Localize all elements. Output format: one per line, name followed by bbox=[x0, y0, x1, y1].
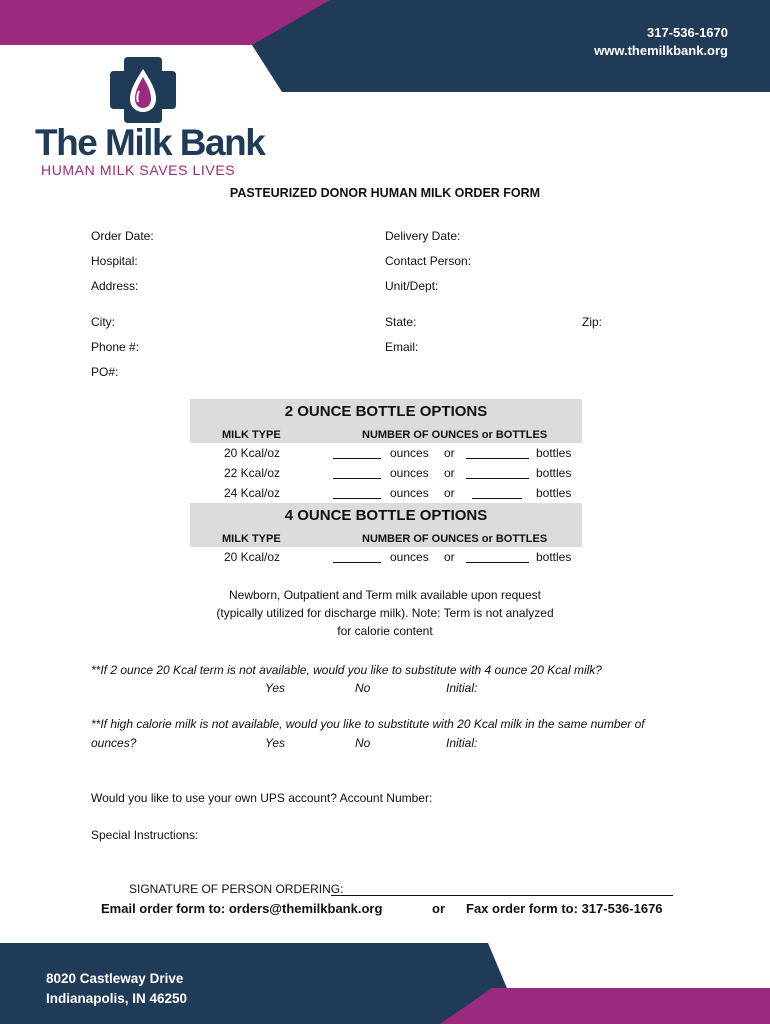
header-phone: 317-536-1670 bbox=[647, 25, 728, 40]
phone-label: Phone #: bbox=[91, 340, 140, 354]
footer-street: 8020 Castleway Drive bbox=[46, 971, 184, 986]
ounces-blank[interactable] bbox=[333, 486, 381, 499]
milk-type-cell: 22 Kcal/oz bbox=[224, 466, 281, 480]
q1-initial-label: Initial: bbox=[446, 681, 478, 695]
ounces-unit: ounces bbox=[390, 550, 429, 564]
table-row bbox=[190, 443, 582, 463]
four-ounce-title: 4 OUNCE BOTTLE OPTIONS bbox=[190, 503, 582, 527]
milk-type-cell: 24 Kcal/oz bbox=[224, 486, 281, 500]
or-text: or bbox=[444, 446, 455, 460]
substitute-question-2-cont: ounces? bbox=[91, 736, 137, 750]
email-label: Email: bbox=[385, 340, 419, 354]
logo-tagline: HUMAN MILK SAVES LIVES bbox=[41, 162, 236, 178]
four-ounce-options bbox=[190, 503, 582, 567]
footer-address bbox=[46, 969, 187, 1009]
ounces-blank[interactable] bbox=[333, 446, 381, 459]
note-line: Newborn, Outpatient and Term milk available upon request bbox=[229, 588, 541, 602]
or-text: or bbox=[444, 466, 455, 480]
q2-initial-label: Initial: bbox=[446, 736, 478, 750]
bottles-unit: bottles bbox=[536, 466, 572, 480]
two-ounce-options bbox=[190, 399, 582, 503]
header-website[interactable]: www.themilkbank.org bbox=[594, 43, 728, 58]
ounces-blank[interactable] bbox=[333, 466, 381, 479]
milk-type-cell: 20 Kcal/oz bbox=[224, 550, 281, 564]
logo-title: The Milk Bank bbox=[35, 122, 265, 163]
hospital-label: Hospital: bbox=[91, 254, 138, 268]
bottles-blank[interactable] bbox=[466, 446, 529, 459]
q2-no-option[interactable]: No bbox=[355, 736, 371, 750]
two-ounce-header bbox=[190, 423, 582, 443]
substitute-question-1: **If 2 ounce 20 Kcal term is not available, would you like to substitute with 4 ounce 20 Kcal milk? bbox=[91, 663, 602, 677]
or-text: or bbox=[444, 550, 455, 564]
number-header: NUMBER OF OUNCES or BOTTLES bbox=[362, 429, 548, 441]
ounces-unit: ounces bbox=[390, 466, 429, 480]
bottles-unit: bottles bbox=[536, 486, 572, 500]
ounces-unit: ounces bbox=[390, 446, 429, 460]
table-row bbox=[190, 547, 582, 567]
or-text: or bbox=[444, 486, 455, 500]
email-order-text: Email order form to: orders@themilkbank.org bbox=[101, 901, 383, 916]
milk-type-header: MILK TYPE bbox=[222, 533, 281, 545]
or-separator: or bbox=[432, 901, 445, 916]
bottles-blank[interactable] bbox=[466, 466, 529, 479]
q1-yes-option[interactable]: Yes bbox=[265, 681, 286, 695]
po-label: PO#: bbox=[91, 365, 119, 379]
footer-city: Indianapolis, IN 46250 bbox=[46, 991, 188, 1006]
q2-yes-option[interactable]: Yes bbox=[265, 736, 286, 750]
signature-line[interactable] bbox=[331, 895, 673, 896]
ups-account-label: Would you like to use your own UPS account? Account Number: bbox=[91, 791, 433, 805]
availability-note bbox=[0, 586, 770, 640]
ounces-blank[interactable] bbox=[333, 550, 381, 563]
note-line: (typically utilized for discharge milk). Note: Term is not analyzed bbox=[216, 606, 554, 620]
zip-label: Zip: bbox=[582, 315, 603, 329]
state-label: State: bbox=[385, 315, 417, 329]
fax-order-text: Fax order form to: 317-536-1676 bbox=[466, 901, 663, 916]
table-row bbox=[190, 463, 582, 483]
special-instructions-label: Special Instructions: bbox=[91, 828, 199, 842]
two-ounce-title: 2 OUNCE BOTTLE OPTIONS bbox=[190, 399, 582, 423]
note-line: for calorie content bbox=[337, 624, 433, 638]
number-header: NUMBER OF OUNCES or BOTTLES bbox=[362, 533, 548, 545]
bottles-unit: bottles bbox=[536, 550, 572, 564]
milk-type-header: MILK TYPE bbox=[222, 429, 281, 441]
q1-no-option[interactable]: No bbox=[355, 681, 371, 695]
four-ounce-header bbox=[190, 527, 582, 547]
bottles-blank[interactable] bbox=[466, 550, 529, 563]
city-label: City: bbox=[91, 315, 115, 329]
milk-type-cell: 20 Kcal/oz bbox=[224, 446, 281, 460]
address-label: Address: bbox=[91, 279, 139, 293]
header-contact bbox=[594, 24, 728, 60]
contact-person-label: Contact Person: bbox=[385, 254, 472, 268]
form-title: PASTEURIZED DONOR HUMAN MILK ORDER FORM bbox=[229, 186, 541, 200]
unit-dept-label: Unit/Dept: bbox=[385, 279, 439, 293]
bottles-blank[interactable] bbox=[472, 486, 522, 499]
table-row bbox=[190, 483, 582, 503]
signature-label: SIGNATURE OF PERSON ORDERING: bbox=[129, 882, 344, 896]
drop-icon bbox=[108, 55, 178, 125]
delivery-date-label: Delivery Date: bbox=[385, 229, 461, 243]
order-date-label: Order Date: bbox=[91, 229, 154, 243]
substitute-question-2: **If high calorie milk is not available, would you like to substitute with 20 Kcal milk in the same number of bbox=[91, 717, 645, 731]
ounces-unit: ounces bbox=[390, 486, 429, 500]
bottles-unit: bottles bbox=[536, 446, 572, 460]
